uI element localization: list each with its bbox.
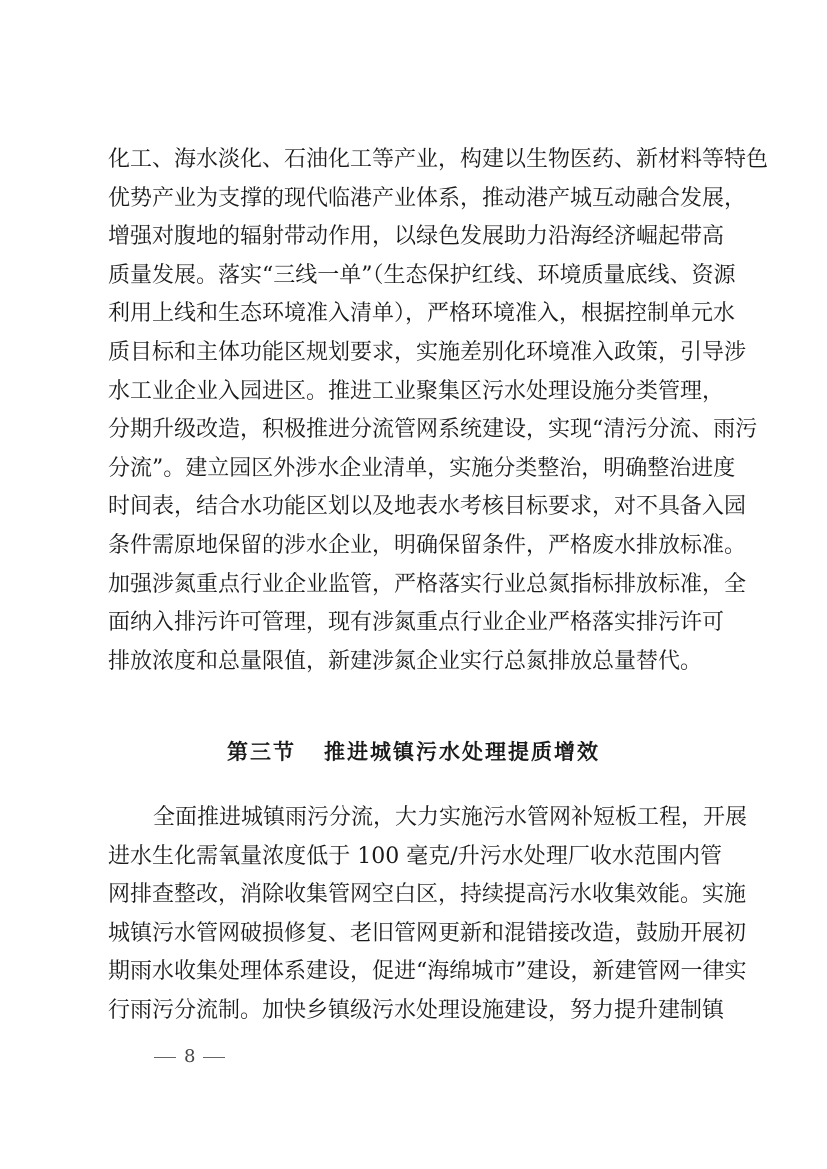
page-number-value: 8 (184, 1046, 196, 1067)
text-line: 质量发展。落实“三线一单”（生态保护红线、环境质量底线、资源 (108, 262, 736, 288)
text-line: 利用上线和生态环境准入清单），严格环境准入，根据控制单元水 (108, 301, 736, 327)
text-line: 分流”。建立园区外涉水企业清单，实施分类整治，明确整治进度 (108, 455, 736, 481)
text-line: 期雨水收集处理体系建设，促进“海绵城市”建设，新建管网一律实 (108, 959, 747, 985)
text-line: 时间表，结合水功能区划以及地表水考核目标要求，对不具备入园 (108, 494, 747, 520)
text-line: 城镇污水管网破损修复、老旧管网更新和混错接改造，鼓励开展初 (108, 920, 747, 946)
text-line: 质目标和主体功能区规划要求，实施差别化环境准入政策，引导涉 (108, 339, 747, 365)
section-title: 推进城镇污水处理提质增效 (324, 739, 600, 764)
section-number: 第三节 (227, 739, 296, 764)
text-line: 进水生化需氧量浓度低于 100 毫克/升污水处理厂收水范围内管 (108, 843, 722, 869)
text-line: 化工、海水淡化、石油化工等产业，构建以生物医药、新材料等特色 (108, 147, 769, 172)
text-line: 行雨污分流制。加快乡镇级污水处理设施建设，努力提升建制镇 (108, 997, 725, 1023)
text-line: 加强涉氮重点行业企业监管，严格落实行业总氮指标排放标准，全 (108, 571, 747, 597)
body-paragraph-2 (108, 799, 748, 1031)
text-line: 水工业企业入园进区。推进工业聚集区污水处理设施分类管理， (108, 378, 725, 404)
text-line: 增强对腹地的辐射带动作用，以绿色发展助力沿海经济崛起带高 (108, 224, 725, 250)
section-heading (0, 736, 827, 766)
text-line: 优势产业为支撑的现代临港产业体系，推动港产城互动融合发展， (108, 185, 747, 211)
text-line: 网排查整改，消除收集管网空白区，持续提高污水收集效能。实施 (108, 882, 747, 908)
text-line: 面纳入排污许可管理，现有涉氮重点行业企业严格落实排污许可 (108, 610, 725, 636)
body-paragraph-1 (108, 141, 769, 681)
dash-right (203, 1057, 225, 1058)
text-line: 排放浓度和总量限值，新建涉氮企业实行总氮排放总量替代。 (108, 648, 703, 674)
text-line: 条件需原地保留的涉水企业，明确保留条件，严格废水排放标准。 (108, 532, 747, 558)
text-line: 全面推进城镇雨污分流，大力实施污水管网补短板工程，开展 (153, 805, 748, 830)
text-line: 分期升级改造，积极推进分流管网系统建设，实现“清污分流、雨污 (108, 417, 758, 443)
dash-left (154, 1057, 176, 1058)
page-number (146, 1046, 233, 1067)
